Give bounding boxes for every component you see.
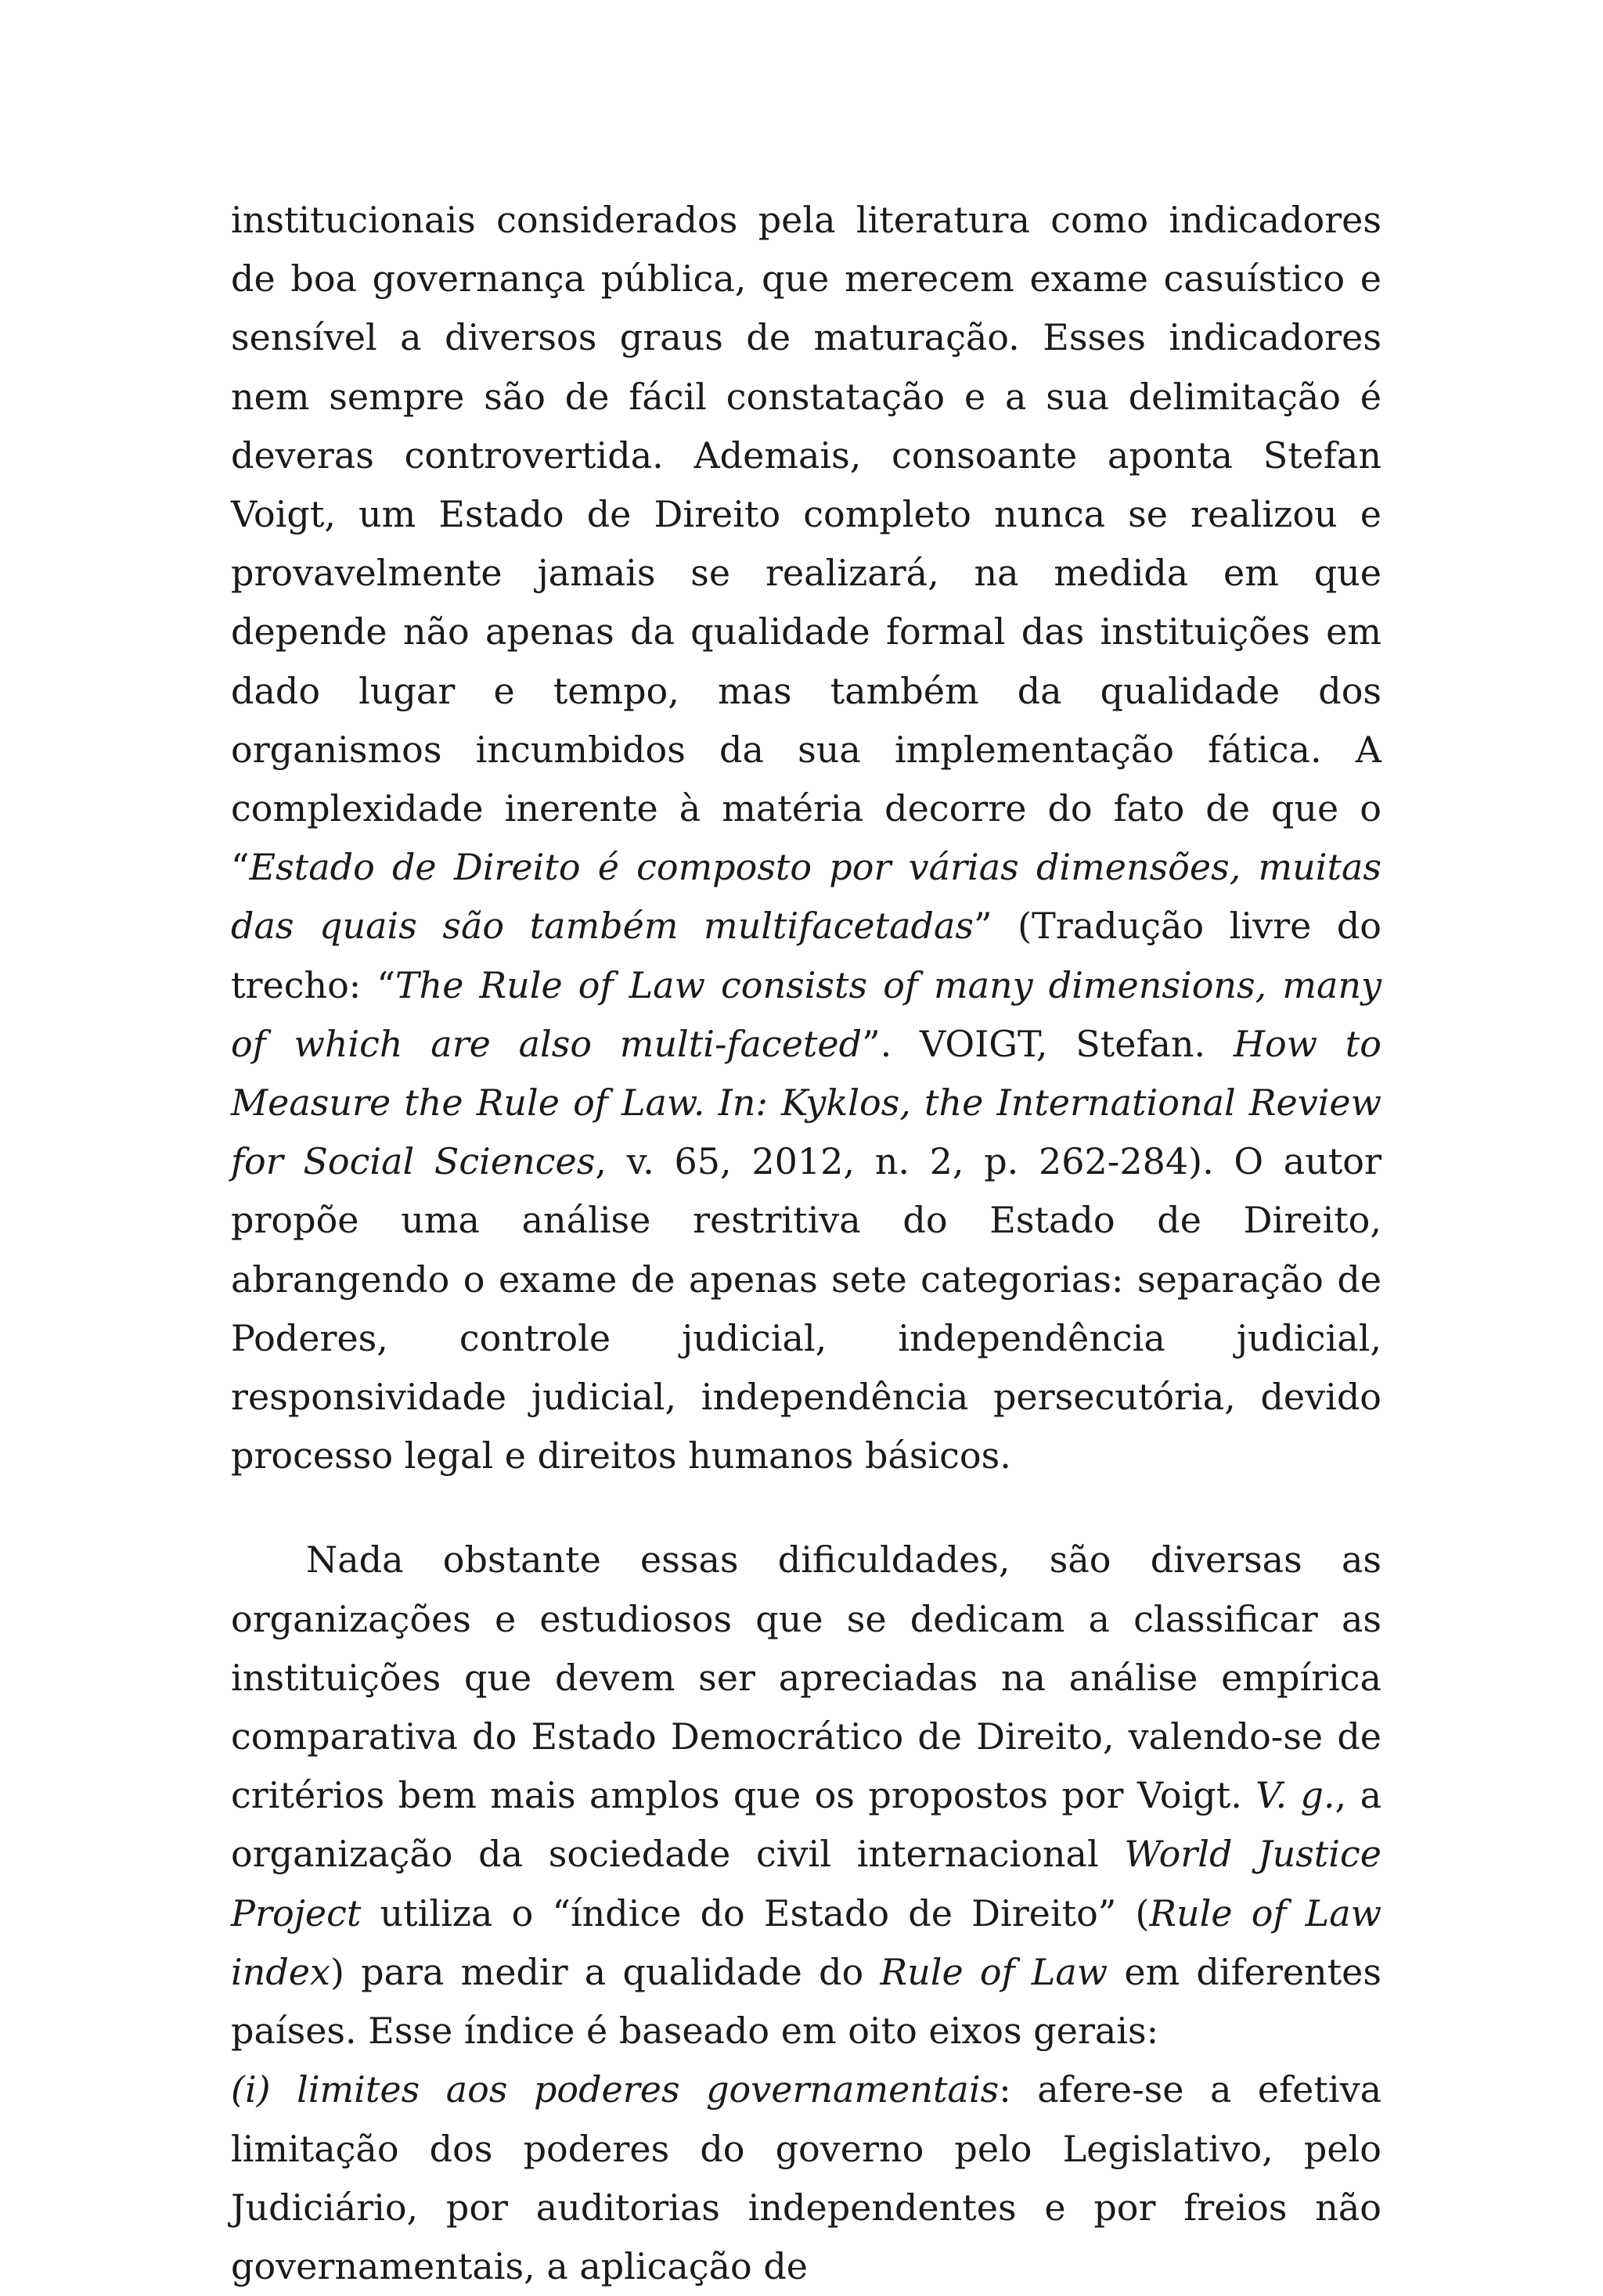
paragraph-3	[231, 2060, 1381, 2296]
paragraph-1	[231, 191, 1381, 1485]
text-segment: ) para medir a qualidade do	[330, 1950, 881, 1993]
text-segment: ” (Tradução livre do trecho: “	[231, 905, 1381, 1006]
text-segment: Nada obstante essas dificuldades, são diversas as organizações e estudiosos que se dedicam a classificar as instituições que devem ser apreciadas na análise empírica comparativa do Estado Democrático de Direito, valendo-se de critérios bem mais amplos que os propostos por Voigt.	[231, 1538, 1381, 1817]
italic-rule-of-law: Rule of Law	[880, 1950, 1108, 1993]
text-segment: institucionais considerados pela literatura como indicadores de boa governança pública, que merecem exame casuístico e sensível a diversos graus de maturação. Esses indicadores nem sempre são de fácil constatação e a sua delimitação é deveras controvertida. Ademais, consoante aponta Stefan Voigt, um Estado de Direito completo nunca se realizou e provavelmente jamais se realizará, na medida em que depende não apenas da qualidade formal das instituições em dado lugar e tempo, mas também da qualidade dos organismos incumbidos da sua implementação fática. A complexidade inerente à matéria decorre do fato de que o “	[231, 199, 1381, 889]
paragraph-2	[231, 1531, 1381, 2060]
italic-rule-of-law-index: Rule of Law index	[231, 1891, 1381, 1993]
italic-quote-en: The Rule of Law consists of many dimensions, many of which are also multi-faceted	[231, 963, 1381, 1065]
paragraph-gap	[231, 1485, 1381, 1531]
italic-quote-pt: Estado de Direito é composto por várias dimensões, muitas das quais são também multifacetadas	[231, 846, 1381, 948]
text-segment: em diferentes países. Esse índice é baseado em oito eixos gerais:	[231, 1950, 1381, 2053]
text-segment: , v. 65, 2012, n. 2, p. 262-284). O autor propõe uma análise restritiva do Estado de Direito, abrangendo o exame de apenas sete categorias: separação de Poderes, controle judicial, independência judicial, responsividade judicial, independência persecutória, devido processo legal e direitos humanos básicos.	[231, 1140, 1381, 1477]
italic-citation-title: How to Measure the Rule of Law. In: Kyklos, the International Review for Social Sciences	[231, 1022, 1381, 1183]
italic-item-heading: (i) limites aos poderes governamentais	[231, 2068, 1000, 2111]
italic-world-justice-project: World Justice Project	[231, 1833, 1381, 1934]
text-segment: , a organização da sociedade civil internacional	[231, 1774, 1381, 1876]
text-segment: ”. VOIGT, Stefan.	[862, 1022, 1234, 1065]
text-segment: : afere-se a efetiva limitação dos poderes do governo pelo Legislativo, pelo Judiciário, por auditorias independentes e por freios não governamentais, a aplicação de	[231, 2068, 1381, 2287]
text-segment: utiliza o “índice do Estado de Direito” (	[361, 1891, 1150, 1934]
italic-vg: V. g.	[1255, 1774, 1335, 1817]
body-text	[231, 191, 1381, 2296]
